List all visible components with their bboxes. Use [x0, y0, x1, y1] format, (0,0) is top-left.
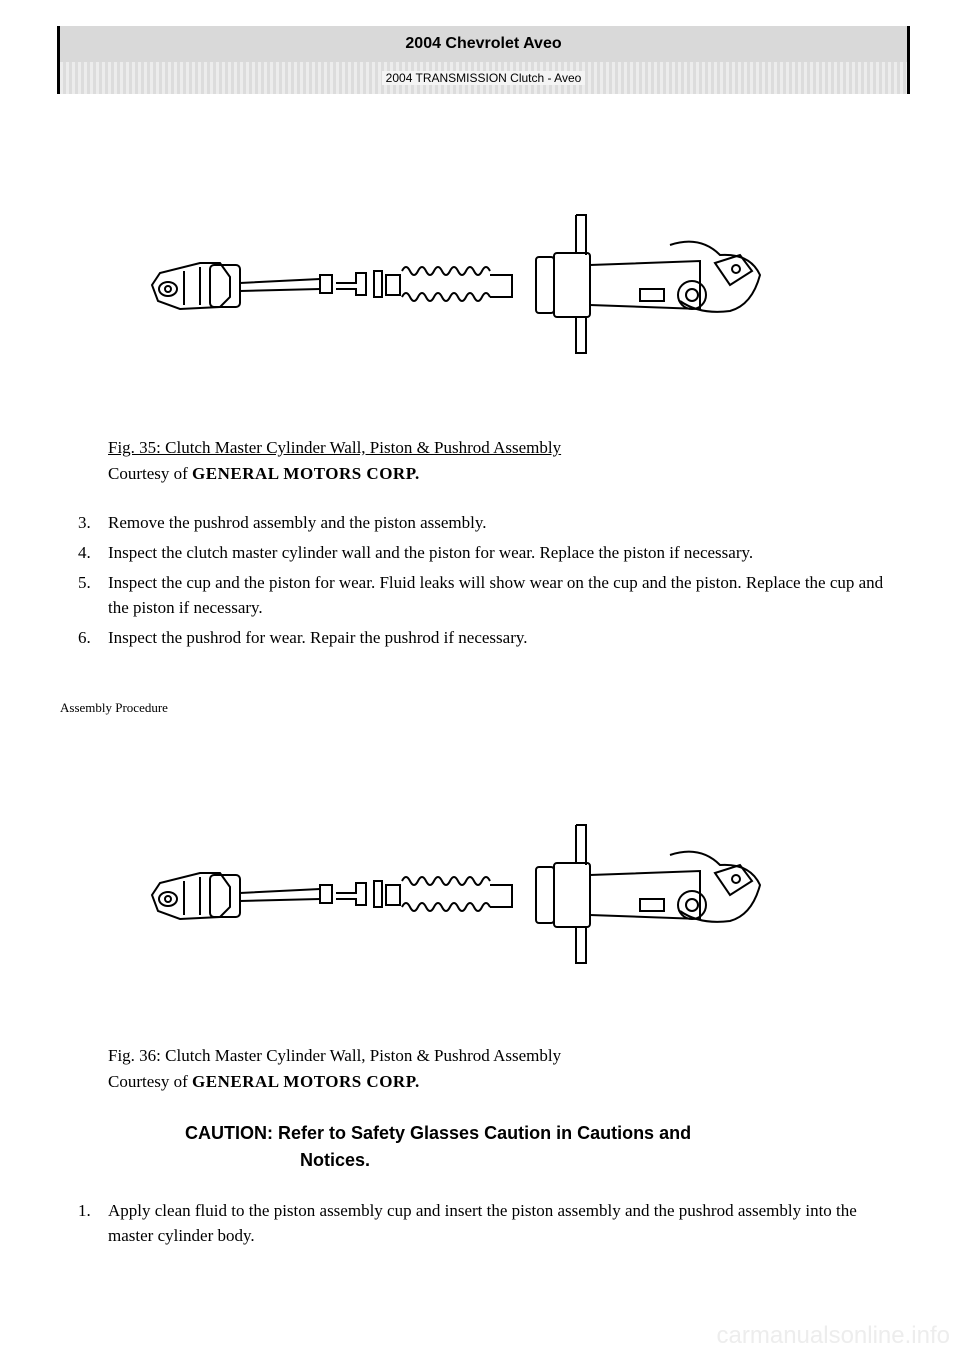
step-text: Inspect the clutch master cylinder wall and the piston for wear. Replace the piston if necessary.: [108, 543, 754, 562]
header-subtitle-bar: [60, 62, 907, 94]
clutch-master-cylinder-drawing-2: [140, 815, 780, 975]
step-item: [78, 1198, 888, 1248]
figure-1-title: Fig. 35: Clutch Master Cylinder Wall, Piston & Pushrod Assembly: [108, 438, 562, 457]
assembly-steps-list: [78, 1198, 888, 1253]
page-header: [57, 26, 910, 94]
figure-1-caption: [108, 436, 561, 486]
step-text: Inspect the cup and the piston for wear. Fluid leaks will show wear on the cup and the piston. Replace the cup and the piston if necessary.: [108, 573, 884, 617]
site-watermark: carmanualsonline.info: [716, 1322, 950, 1349]
step-number: 1.: [78, 1201, 91, 1220]
clutch-master-cylinder-drawing-1: [140, 205, 780, 365]
step-text: Remove the pushrod assembly and the piston assembly.: [108, 513, 487, 532]
figure-1-courtesy-company: GENERAL MOTORS CORP.: [192, 464, 420, 483]
disassembly-steps-list: [78, 510, 888, 655]
figure-2-caption: [108, 1044, 561, 1094]
figure-2-illustration: [140, 815, 780, 975]
step-number: 6.: [78, 628, 91, 647]
figure-1-courtesy: [108, 462, 561, 486]
step-number: 3.: [78, 513, 91, 532]
figure-2-courtesy: [108, 1070, 561, 1094]
caution-line-2: Notices.: [300, 1150, 371, 1170]
step-text: Apply clean fluid to the piston assembly cup and insert the piston assembly and the pushrod assembly into the master cylinder body.: [108, 1201, 857, 1245]
caution-line-1: CAUTION: Refer to Safety Glasses Caution in Cautions and: [185, 1123, 692, 1143]
header-subtitle: 2004 TRANSMISSION Clutch - Aveo: [382, 71, 586, 85]
figure-2-courtesy-company: GENERAL MOTORS CORP.: [192, 1072, 420, 1091]
step-item: [78, 625, 888, 650]
caution-notice: [185, 1120, 845, 1174]
header-title: 2004 Chevrolet Aveo: [60, 26, 907, 62]
figure-1-illustration: [140, 205, 780, 365]
step-number: 4.: [78, 543, 91, 562]
figure-2-courtesy-prefix: Courtesy of: [108, 1072, 193, 1091]
step-number: 5.: [78, 573, 91, 592]
step-item: [78, 540, 888, 565]
section-heading: Assembly Procedure: [60, 700, 168, 715]
figure-1-courtesy-prefix: Courtesy of: [108, 464, 193, 483]
step-item: [78, 510, 888, 535]
step-item: [78, 570, 888, 620]
figure-2-title: Fig. 36: Clutch Master Cylinder Wall, Piston & Pushrod Assembly: [108, 1046, 562, 1065]
step-text: Inspect the pushrod for wear. Repair the pushrod if necessary.: [108, 628, 528, 647]
